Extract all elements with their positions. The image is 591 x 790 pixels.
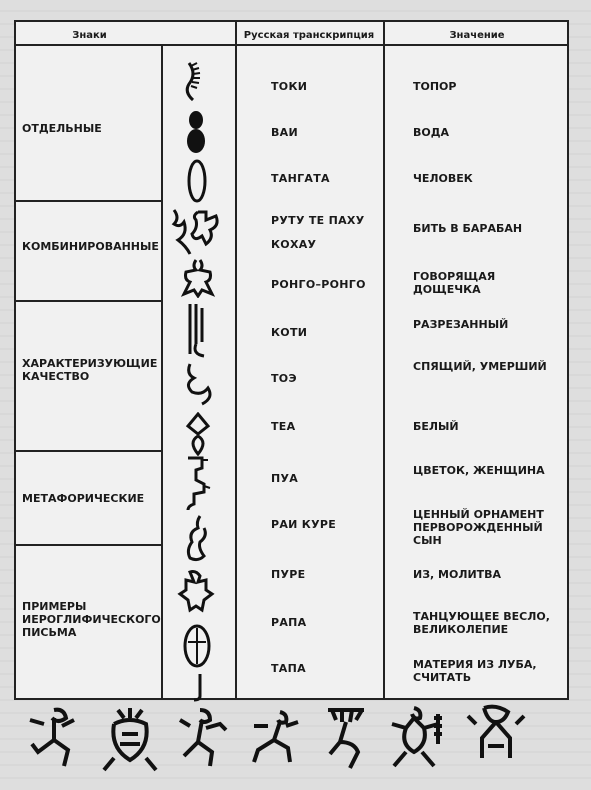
glyph-human-icon [186,158,208,204]
category-quality: ХАРАКТЕРИЗУЮЩИЕ КАЧЕСТВО [22,357,158,383]
header-divider [16,44,567,46]
figure-glyph-3-icon [172,704,232,774]
meaning-sleeping: СПЯЩИЙ, УМЕРШИЙ [413,360,547,373]
translit-rongo-rongo: РОНГО–РОНГО [271,278,366,291]
rongorongo-table [14,20,569,700]
glyph-axe-icon [181,60,211,102]
glyph-talking-board-icon [176,258,216,298]
translit-tapa: ТАПА [271,662,306,675]
figure-glyph-7-icon [464,704,528,774]
glyph-cut-icon [182,302,212,360]
column-divider [235,22,237,698]
category-hieroglyphic-examples: ПРИМЕРЫ ИЕРОГЛИФИЧЕСКОГО ПИСЬМА [22,600,161,639]
glyph-water-icon [184,108,208,156]
translit-tea: ТЕА [271,420,296,433]
meaning-prayer: ИЗ, МОЛИТВА [413,568,502,581]
row-divider [16,544,163,546]
glyph-prayer-icon [174,568,218,618]
column-divider [161,44,163,698]
header-meaning: Значение [449,30,505,41]
column-divider [383,22,385,698]
meaning-flower: ЦВЕТОК, ЖЕНЩИНА [413,464,545,477]
hieroglyph-examples-row [20,704,575,786]
header-signs: Знаки [72,30,107,41]
glyph-ornament-icon [178,514,214,566]
translit-toki: ТОКИ [271,80,308,93]
meaning-bark-cloth: МАТЕРИЯ ИЗ ЛУБА, СЧИТАТЬ [413,658,537,684]
translit-kohau: КОХАУ [271,238,317,251]
figure-glyph-6-icon [382,704,448,774]
glyph-flower-icon [178,456,214,512]
translit-koti: КОТИ [271,326,308,339]
meaning-water: ВОДА [413,126,450,139]
translit-rai-kure: РАИ КУРЕ [271,518,337,531]
glyph-paddle-icon [180,620,214,674]
meaning-drum: БИТЬ В БАРАБАН [413,222,523,235]
category-combined: КОМБИНИРОВАННЫЕ [22,240,159,253]
meaning-talking-board: ГОВОРЯЩАЯ ДОЩЕЧКА [413,270,496,296]
row-divider [16,450,163,452]
translit-rutu-te-pahu: РУТУ ТЕ ПАХУ [271,214,365,227]
meaning-cut: РАЗРЕЗАННЫЙ [413,318,509,331]
meaning-white: БЕЛЫЙ [413,420,459,433]
translit-toe: ТОЭ [271,372,297,385]
glyph-white-icon [184,412,212,456]
figure-glyph-1-icon [24,704,84,774]
translit-pure: ПУРЕ [271,568,306,581]
header-transcription: Русская транскрипция [243,30,375,41]
glyph-drum-icon [166,206,226,258]
glyph-sleeping-icon [180,362,214,406]
translit-tangata: ТАНГАТА [271,172,330,185]
row-divider [16,300,163,302]
row-divider [16,200,163,202]
figure-glyph-2-icon [98,704,162,774]
meaning-axe: ТОПОР [413,80,457,93]
glyph-bark-cloth-icon [186,672,212,702]
figure-glyph-4-icon [246,704,306,774]
meaning-ornament: ЦЕННЫЙ ОРНАМЕНТ ПЕРВОРОЖДЕННЫЙ СЫН [413,508,544,547]
translit-vai: ВАИ [271,126,299,139]
meaning-paddle: ТАНЦУЮЩЕЕ ВЕСЛО, ВЕЛИКОЛЕПИЕ [413,610,550,636]
translit-rapa: РАПА [271,616,307,629]
meaning-human: ЧЕЛОВЕК [413,172,473,185]
category-separate: ОТДЕЛЬНЫЕ [22,122,102,135]
translit-pua: ПУА [271,472,299,485]
figure-glyph-5-icon [318,704,374,774]
category-metaphoric: МЕТАФОРИЧЕСКИЕ [22,492,145,505]
